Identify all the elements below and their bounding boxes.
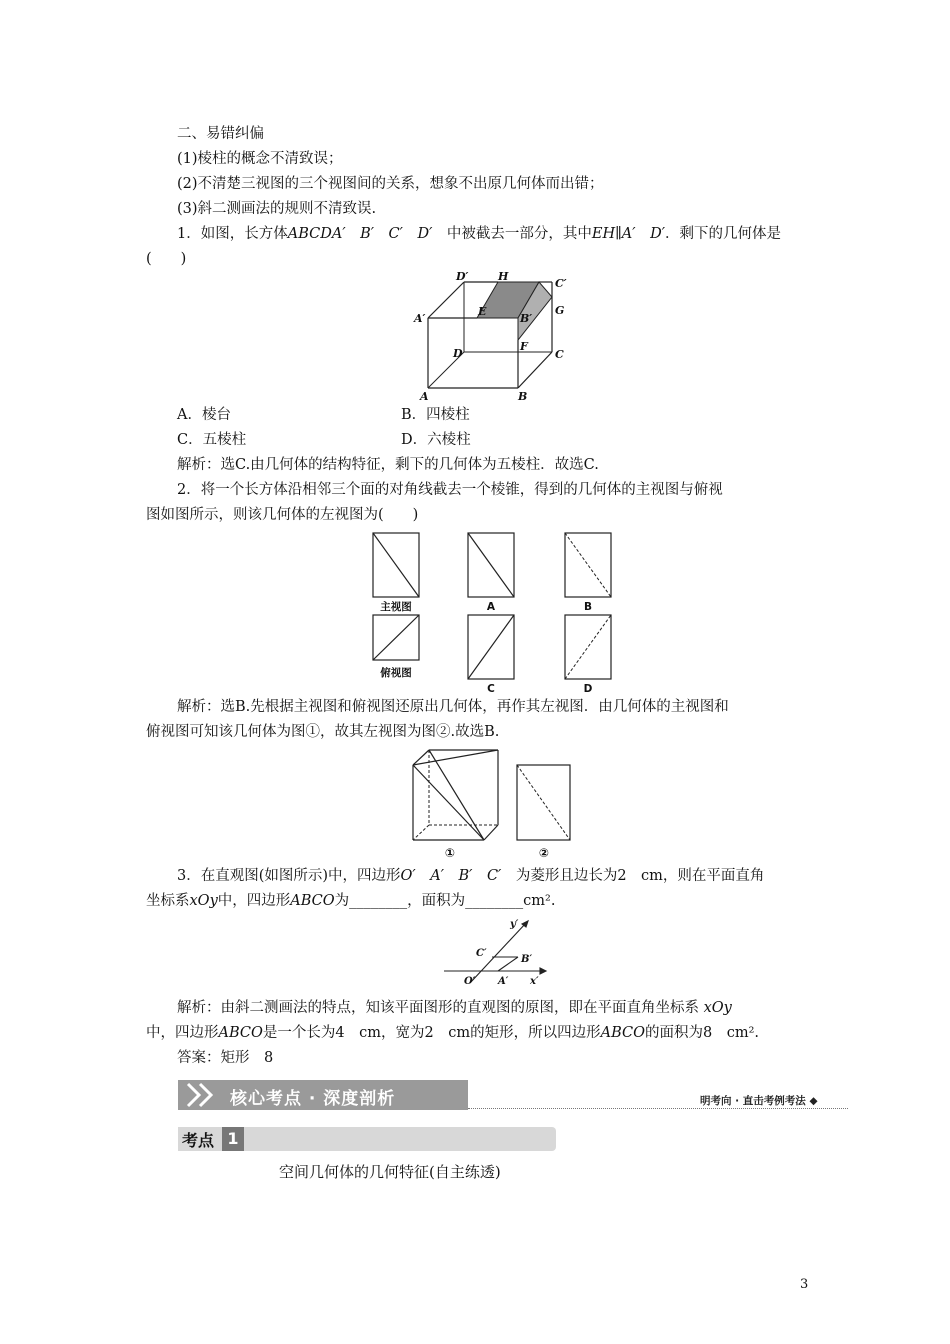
kaodian-title: 空间几何体的几何特征(自主练透)	[279, 1163, 501, 1181]
diamond-icon: ◆	[809, 1095, 818, 1107]
q3-answer: 答案：矩形 8	[177, 1050, 274, 1066]
label-cp: C′	[476, 948, 487, 959]
banner-rule	[468, 1108, 848, 1109]
label-ap: A′	[414, 312, 426, 325]
q1-option-d: D．六棱柱	[401, 432, 471, 448]
q1-option-a: A．棱台	[177, 407, 231, 423]
q2-stem-line1: 2．将一个长方体沿相邻三个面的对角线截去一个棱锥，得到的几何体的主视图与俯视	[177, 482, 723, 498]
q2-analysis-line2: 俯视图可知该几何体为图①，故其左视图为图②.故选B.	[146, 724, 500, 740]
q1-option-c: C．五棱柱	[177, 432, 247, 448]
label-cp: C′	[555, 277, 567, 290]
page-number: 3	[800, 1277, 809, 1292]
q1-option-b: B．四棱柱	[401, 407, 470, 423]
label-d: D	[453, 347, 463, 360]
q3-stem-line2: 坐标系xOy中，四边形ABCO为________，面积为________cm².	[146, 893, 556, 909]
label-e: E	[478, 305, 487, 318]
q3-analysis-line2: 中，四边形ABCO是一个长为4 cm，宽为2 cm的矩形，所以四边形ABCO的面积为8 cm².	[146, 1025, 760, 1041]
chevron-icon	[178, 1080, 226, 1110]
q1-stem-line2: ( )	[146, 251, 187, 267]
label-ap: A′	[498, 976, 509, 987]
label-c: C	[555, 348, 564, 361]
q1-analysis: 解析：选C.由几何体的结构特征，剩下的几何体为五棱柱．故选C.	[177, 457, 599, 473]
q3-oblique-figure	[440, 913, 550, 988]
q1-stem-line1: 1．如图，长方体ABCDA′ B′ C′ D′ 中被截去一部分，其中EH∥A′ D′．剩下的几何体是	[177, 226, 781, 242]
label-b: B	[518, 390, 528, 402]
error-item: (3)斜二测画法的规则不清致误.	[177, 201, 377, 217]
q2-stem-line2: 图如图所示，则该几何体的左视图为( )	[146, 507, 419, 523]
label-d: D	[583, 683, 593, 695]
label-fig1: ①	[444, 846, 456, 860]
label-xp: x′	[530, 976, 539, 987]
q3-stem-line1: 3．在直观图(如图所示)中，四边形O′ A′ B′ C′ 为菱形且边长为2 cm，则在平面直角	[177, 868, 765, 884]
q2-analysis-line1: 解析：选B.先根据主视图和俯视图还原出几何体，再作其左视图．由几何体的主视图和	[177, 699, 729, 715]
label-front-view: 主视图	[380, 601, 412, 613]
q2-solution-figure	[405, 745, 585, 860]
label-h: H	[498, 270, 509, 283]
kaodian-number: 1	[222, 1127, 244, 1151]
section-title: 二、易错纠偏	[177, 126, 264, 142]
label-f: F	[520, 340, 528, 353]
label-yp: y′	[510, 919, 519, 930]
label-b: B	[583, 601, 593, 613]
label-bp: B′	[521, 954, 533, 965]
label-a: A	[420, 390, 429, 402]
label-fig2: ②	[538, 846, 550, 860]
label-a: A	[486, 601, 496, 613]
label-top-view: 俯视图	[380, 667, 412, 679]
label-c: C	[487, 683, 495, 695]
error-item: (2)不清楚三视图的三个视图间的关系，想象不出原几何体而出错；	[177, 176, 604, 192]
q1-cuboid-figure	[412, 270, 577, 402]
kaodian-label: 考点	[182, 1131, 215, 1150]
q3-analysis-line1: 解析：由斜二测画法的特点，知该平面图形的直观图的原图，即在平面直角坐标系 xOy	[177, 1000, 732, 1016]
label-op: O′	[464, 976, 476, 987]
label-bp: B′	[520, 312, 533, 325]
error-item: (1)棱柱的概念不清致误；	[177, 151, 343, 167]
banner-subtitle: 明考向 · 直击考例考法 ◆	[700, 1095, 818, 1107]
label-dp: D′	[456, 270, 469, 283]
banner-title: 核心考点 · 深度剖析	[230, 1089, 396, 1109]
q2-views-figure	[365, 530, 625, 695]
label-g: G	[555, 304, 565, 317]
